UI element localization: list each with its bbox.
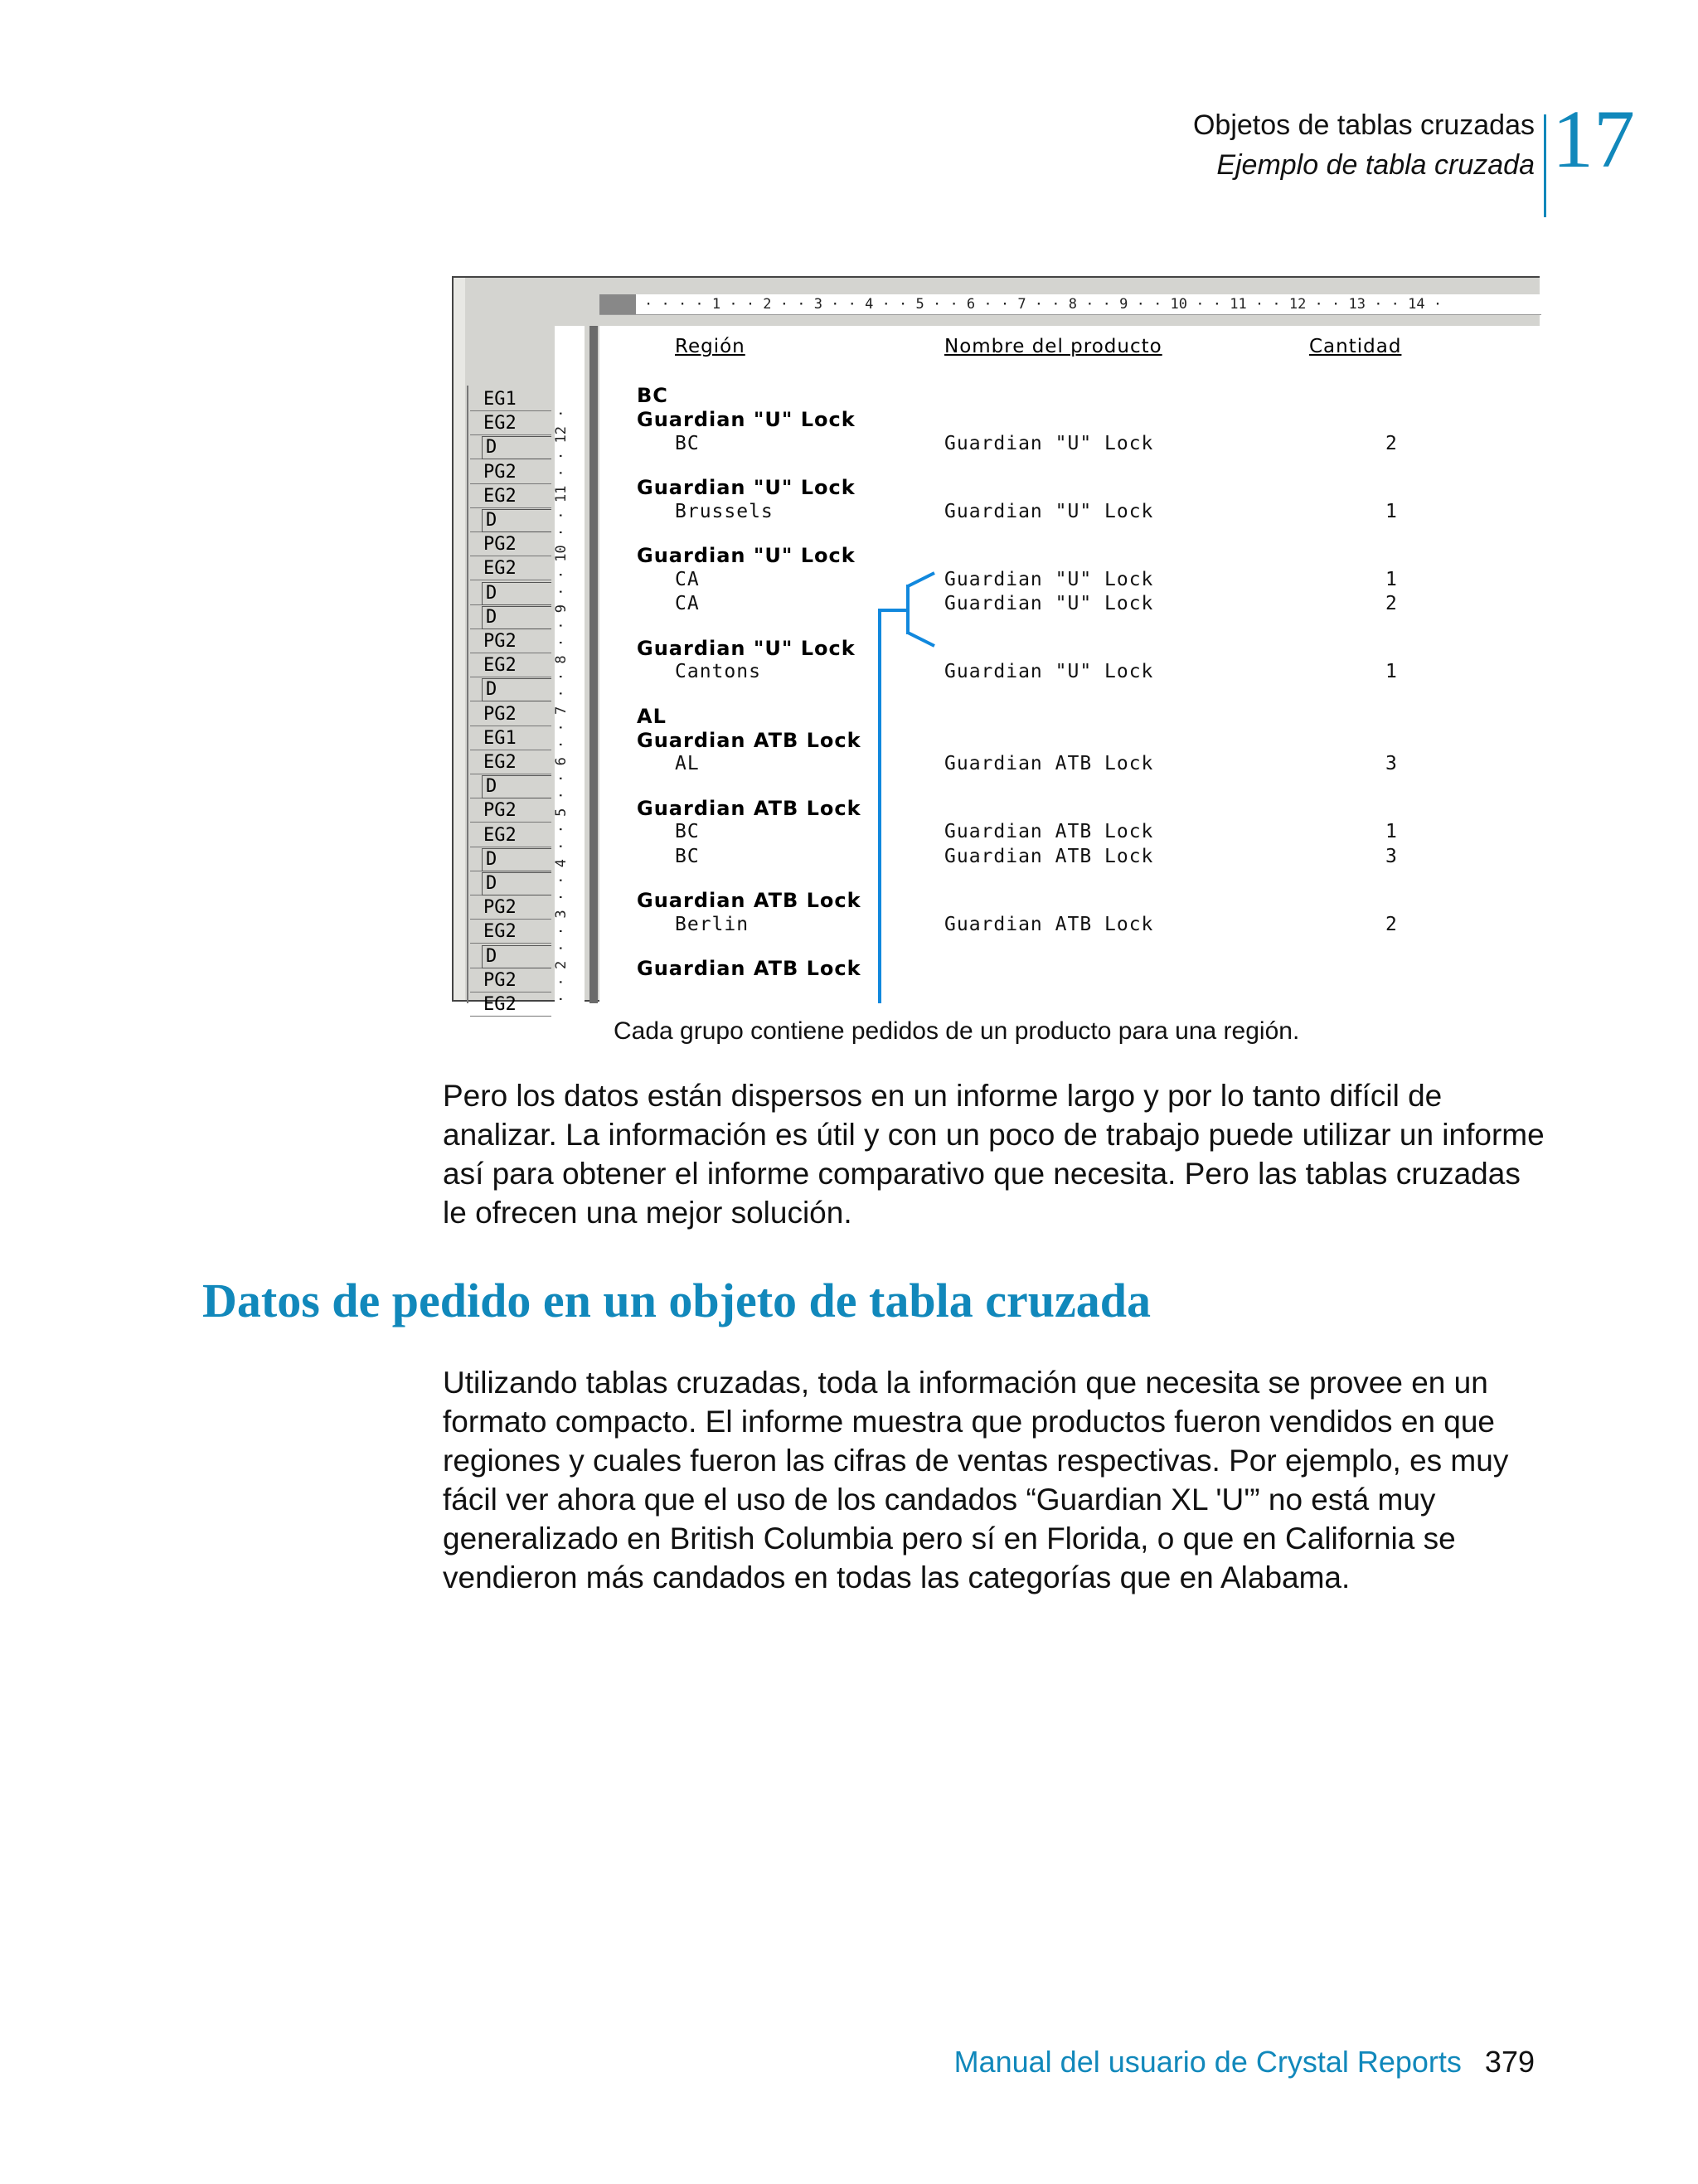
detail-region: AL [675,753,700,775]
ruler-origin-marker [599,294,636,314]
section-label [470,461,551,484]
section-label [470,582,551,605]
section-label-text: EG2 [483,752,517,773]
paragraph-dispersed-data: Pero los datos están dispersos en un informe largo y por lo tanto difícil de analizar. La información es útil y con un poco de trabajo puede utilizar un informe así para obtener el informe comparativo que necesita. Pero las tablas cruzadas le ofrecen una mejor solución. [443,1079,1545,1230]
section-label [470,751,551,774]
section-label-text: EG1 [483,727,517,749]
section-label-text: D [482,848,551,871]
detail-region: CA [675,568,700,590]
section-label-text: EG2 [483,558,517,580]
detail-quantity: 1 [1385,500,1398,522]
section-separator-bar [589,326,598,1003]
section-label [470,509,551,532]
section-label-text: EG2 [483,485,517,507]
section-label-text: PG2 [483,631,517,652]
detail-quantity: 3 [1385,845,1398,867]
section-label [470,606,551,629]
section-label [470,824,551,847]
section-label-text: PG2 [483,703,517,725]
detail-quantity: 2 [1385,913,1398,935]
detail-quantity: 2 [1385,592,1398,614]
group-product-header: Guardian "U" Lock [637,636,856,660]
page-footer [954,2045,1535,2080]
group-product-header: Guardian "U" Lock [637,544,856,568]
section-label [470,678,551,701]
section-label [470,436,551,459]
section-label-text: D [482,872,551,895]
section-label [470,388,551,411]
detail-region: Brussels [675,500,774,522]
detail-product: Guardian "U" Lock [944,592,1154,614]
column-header-region: Región [675,336,745,357]
group-product-header: Guardian "U" Lock [637,476,856,500]
report-screenshot [452,276,1540,1015]
paragraph-crosstab-benefits: Utilizando tablas cruzadas, toda la información que necesita se provee en un formato compacto. El informe muestra que productos fueron vendidos en que regiones y cuales fueron las cifras de ventas respectivas. Por ejemplo, es muy fácil ver ahora que el uso de los candados “Guardian XL 'U'” no está muy generalizado en British Columbia pero sí en Florida, o que en California se vendieron más candados en todas las categorías que en Alabama. [443,1366,1509,1594]
detail-region: BC [675,432,700,454]
section-label [470,630,551,653]
detail-quantity: 1 [1385,661,1398,683]
detail-product: Guardian ATB Lock [944,845,1154,867]
section-label-text: EG2 [483,824,517,846]
section-label [470,727,551,750]
header-divider [1544,114,1546,217]
chapter-number: 17 [1552,93,1635,185]
detail-region: CA [675,592,700,614]
detail-region: Cantons [675,661,761,683]
detail-product: Guardian "U" Lock [944,432,1154,454]
section-label [470,945,551,968]
group-region-header: BC [637,384,668,407]
detail-region: BC [675,845,700,867]
detail-product: Guardian "U" Lock [944,500,1154,522]
group-product-header: Guardian ATB Lock [637,957,861,981]
group-product-header: Guardian ATB Lock [637,889,861,913]
section-label [470,993,551,1017]
section-label-text: PG2 [483,461,517,483]
column-header-quantity: Cantidad [1309,336,1402,357]
section-label [470,920,551,944]
section-label [470,799,551,823]
section-label [470,775,551,798]
detail-product: Guardian "U" Lock [944,568,1154,590]
running-header-subtitle: Ejemplo de tabla cruzada [1216,149,1535,181]
section-label [470,557,551,580]
detail-product: Guardian ATB Lock [944,753,1154,775]
section-label-text: PG2 [483,534,517,556]
detail-region: BC [675,821,700,843]
section-label-text: D [482,775,551,798]
detail-quantity: 2 [1385,432,1398,454]
group-product-header: Guardian ATB Lock [637,797,861,821]
screenshot-left-edge [454,278,465,1000]
section-label-text: D [482,582,551,605]
detail-product: Guardian "U" Lock [944,661,1154,683]
section-label [470,896,551,920]
detail-quantity: 3 [1385,753,1398,775]
bracket-arms [901,568,943,651]
figure-caption: Cada grupo contiene pedidos de un producto para una región. [614,1017,1300,1045]
section-label [470,654,551,677]
section-label [470,872,551,895]
group-product-header: Guardian "U" Lock [637,408,856,432]
section-label-text: D [482,436,551,459]
section-heading: Datos de pedido en un objeto de tabla cruzada [202,1274,1151,1327]
running-header-title: Objetos de tablas cruzadas [1192,109,1535,141]
section-label [470,485,551,508]
section-label-text: EG2 [483,921,517,943]
section-label-text: PG2 [483,897,517,919]
section-label-text: EG2 [483,655,517,677]
column-header-product: Nombre del producto [944,336,1162,357]
section-label-text: PG2 [483,800,517,822]
section-label-text: D [482,509,551,532]
detail-product: Guardian ATB Lock [944,913,1154,935]
detail-quantity: 1 [1385,568,1398,590]
section-label-text: PG2 [483,969,517,991]
section-label-text: EG2 [483,413,517,434]
section-label [470,848,551,871]
horizontal-ruler-scale: · · · · 1 · · 2 · · 3 · · 4 · · 5 · · 6 · · 7 · · 8 · · 9 · · 10 · · 11 · · 12 · · 13 · · 14 · [644,296,1443,313]
detail-quantity: 1 [1385,821,1398,843]
footer-manual-title: Manual del usuario de Crystal Reports [953,2045,1462,2079]
page-number: 379 [1484,2045,1535,2079]
vertical-ruler-scale: · · 2 · · 3 · · 4 · · 5 · · 6 · · 7 · · 8 · · 9 · · 10 · · 11 · · 12 · [553,409,570,1003]
group-region-header: AL [637,704,667,728]
group-product-header: Guardian ATB Lock [637,729,861,753]
section-label-text: D [482,606,551,629]
section-label [470,703,551,726]
section-label [470,412,551,435]
section-label [470,969,551,993]
section-label-text: D [482,678,551,701]
detail-region: Berlin [675,913,750,935]
section-label-text: D [482,945,551,968]
section-label [470,533,551,556]
detail-product: Guardian ATB Lock [944,821,1154,843]
horizontal-ruler [599,294,1541,315]
bracket-stem [878,609,881,1003]
section-label-text: EG2 [483,994,517,1015]
section-label-text: EG1 [483,389,517,410]
